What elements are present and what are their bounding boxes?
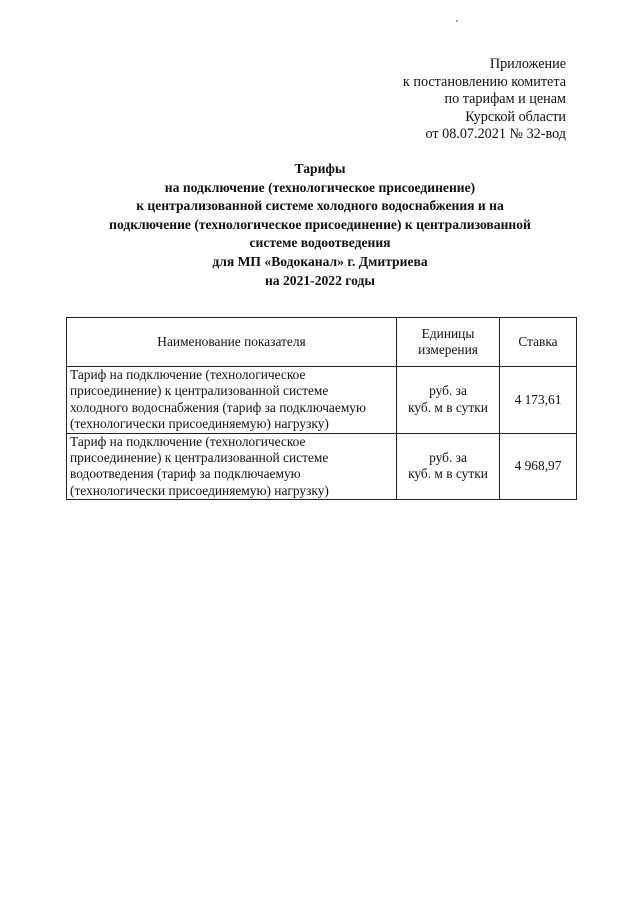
tariff-table: [66, 317, 577, 500]
row-unit-line: руб. за: [429, 450, 467, 466]
row-unit: [397, 367, 500, 434]
title-line: на 2021-2022 годы: [264, 272, 376, 288]
row-unit: [397, 433, 500, 500]
scan-speck: [456, 20, 458, 22]
row-name: [67, 367, 397, 434]
row-name-line: присоединение) к централизованной системе: [70, 383, 329, 399]
row-name-line: Тариф на подключение (технологическое: [70, 433, 306, 449]
title-line: системе водоотведения: [249, 235, 391, 251]
header-unit-line: измерения: [418, 342, 478, 357]
appendix-line: от 08.07.2021 № 32-вод: [425, 126, 566, 143]
row-unit-line: куб. м в сутки: [408, 399, 488, 415]
header-name: Наименование показателя: [67, 318, 397, 367]
row-name-line: присоединение) к централизованной системе: [70, 450, 329, 466]
row-name-line: водоотведения (тариф за подключаемую: [70, 466, 301, 482]
appendix-line: Приложение: [489, 56, 566, 72]
header-unit-line: Единицы: [421, 326, 475, 341]
row-name-line: холодного водоснабжения (тариф за подключаемую: [70, 399, 366, 415]
appendix-block: [403, 56, 566, 144]
row-name-line: (технологически присоединяемую) нагрузку): [70, 482, 329, 498]
row-rate: 4 968,97: [500, 433, 577, 500]
title-line: подключение (технологическое присоединение) к централизованной: [109, 216, 531, 232]
title-line: к централизованной системе холодного водоснабжения и на: [136, 198, 504, 214]
row-name-line: Тариф на подключение (технологическое: [70, 367, 306, 382]
row-rate: 4 173,61: [500, 367, 577, 434]
row-name: [67, 433, 397, 500]
title-line: для МП «Водоканал» г. Дмитриева: [212, 253, 428, 269]
document-title: [70, 160, 570, 290]
row-unit-line: руб. за: [429, 383, 467, 399]
row-unit-line: куб. м в сутки: [408, 466, 488, 482]
appendix-line: по тарифам и ценам: [444, 91, 566, 108]
title-line: на подключение (технологическое присоединение): [164, 179, 476, 195]
header-rate: Ставка: [500, 318, 577, 367]
title-line: Тарифы: [294, 161, 346, 176]
header-unit: [397, 318, 500, 367]
appendix-line: Курской области: [465, 108, 566, 125]
table-row: [67, 433, 577, 500]
table-header-row: [67, 318, 577, 367]
appendix-line: к постановлению комитета: [402, 73, 566, 90]
row-name-line: (технологически присоединяемую) нагрузку): [70, 416, 329, 432]
table-row: [67, 367, 577, 434]
